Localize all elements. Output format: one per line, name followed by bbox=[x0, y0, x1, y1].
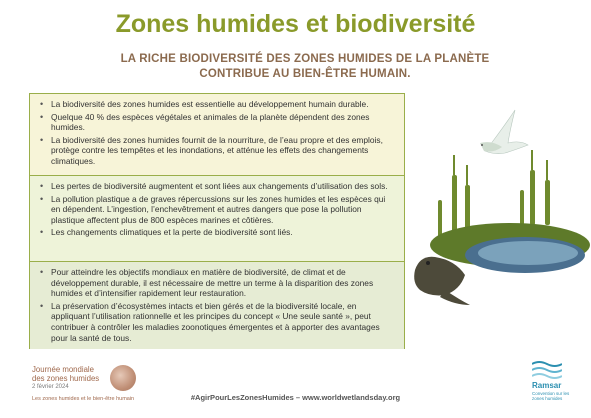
facts-panel bbox=[29, 93, 405, 349]
list-item: • Les pertes de biodiversité augmentent et sont liées aux changements d’utilisation des sols. bbox=[38, 181, 396, 192]
list-item: • Quelque 40 % des espèces végétales et animales de la planète dépendent des zones humides. bbox=[38, 112, 396, 133]
hashtag-website: #AgirPourLesZonesHumides – www.worldwetlandsday.org bbox=[190, 393, 401, 402]
ramsar-subtitle: Convention sur les zones humides bbox=[532, 391, 570, 401]
list-item: • Les changements climatiques et la perte de biodiversité sont liés. bbox=[38, 227, 396, 238]
globe-icon bbox=[110, 365, 136, 391]
list-item: • La préservation d’écosystèmes intacts et bien gérés et de la biodiversité locale, en appliquant l’utilisation rationnelle et les principes du concept « Une seule santé », peut contribuer à contrôler les maladies zoonotiques émergentes et à apporter des avantages pour la santé de tous. bbox=[38, 301, 396, 343]
logo-date: 2 février 2024 bbox=[32, 384, 69, 390]
logo-line-1: Journée mondiale bbox=[32, 365, 94, 374]
world-wetlands-day-logo bbox=[32, 365, 162, 409]
list-item: • La biodiversité des zones humides fournit de la nourriture, de l’eau propre et des emplois, protège contre les tempêtes et les inondations, et atténue les effets des changements climatiques. bbox=[38, 135, 396, 167]
wetland-illustration bbox=[410, 105, 591, 320]
ramsar-name: Ramsar bbox=[532, 381, 562, 390]
facts-block-2 bbox=[30, 176, 404, 262]
list-item: • Pour atteindre les objectifs mondiaux en matière de biodiversité, de climat et de développement durable, il est nécessaire de mettre un terme à la disparition des zones humides et d’intensifier rapidement leur restauration. bbox=[38, 267, 396, 299]
frog-icon bbox=[414, 257, 470, 305]
list-item: • La pollution plastique a de graves répercussions sur les zones humides et les espèces qui en dépendent. L’ingestion, l’enchevêtrement et autres dangers que pose la pollution plastique affectent plus de 800 espèces marines et côtières. bbox=[38, 194, 396, 226]
page-title: Zones humides et biodiversité bbox=[115, 10, 476, 38]
logo-line-2: des zones humides bbox=[32, 374, 100, 383]
page-subtitle: LA RICHE BIODIVERSITÉ DES ZONES HUMIDES DE LA PLANÈTE CONTRIBUE AU BIEN-ÊTRE HUMAIN. bbox=[120, 53, 490, 80]
facts-block-3 bbox=[30, 262, 404, 349]
ramsar-logo bbox=[530, 360, 585, 410]
logo-tagline: Les zones humides et le bien-être humain bbox=[32, 396, 135, 402]
facts-block-1 bbox=[30, 94, 404, 176]
bird-icon bbox=[480, 110, 528, 154]
waves-icon bbox=[532, 360, 562, 380]
list-item: • La biodiversité des zones humides est essentielle au développement humain durable. bbox=[38, 99, 396, 110]
